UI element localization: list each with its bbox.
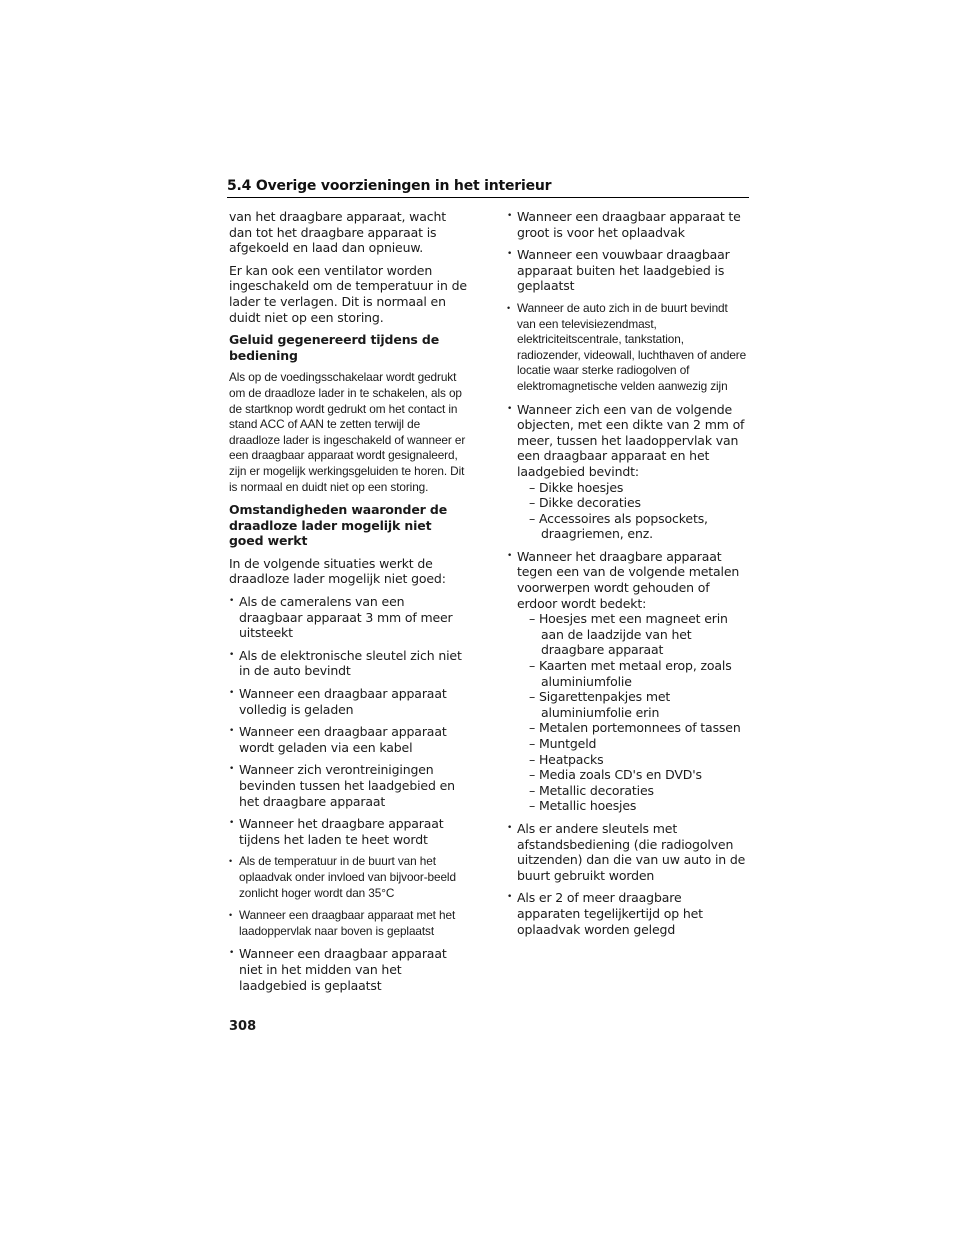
sub-list-item: – Muntgeld xyxy=(517,736,747,752)
paragraph-continuation: van het draagbare apparaat, wacht dan tot het draagbare apparaat is afgekoeld en laad dan opnieuw. xyxy=(229,209,447,256)
right-column xyxy=(507,209,747,944)
list-item xyxy=(507,549,747,814)
list-item: • Wanneer een draagbaar apparaat te groot is voor het oplaadvak xyxy=(507,209,747,240)
paragraph-sound: Als op de voedingsschakelaar wordt gedrukt om de draadloze lader in te schakelen, als op de startknop wordt gedrukt om het contact in stand ACC of AAN te zetten terwijl de draadloze lader is ingeschakeld of wanneer er een draagbaar apparaat wordt gesignaleerd, zijn er mogelijk werkingsgeluiden te horen. Dit is normaal en duidt niet op een storing. xyxy=(229,370,466,494)
list-item: • Wanneer een draagbaar apparaat met het laadoppervlak naar boven is geplaatst xyxy=(229,908,469,939)
section-title: 5.4 Overige voorzieningen in het interieur xyxy=(227,178,552,194)
list-item: • Als er 2 of meer draagbare apparaten tegelijkertijd op het oplaadvak worden gelegd xyxy=(507,890,747,937)
list-item: • Wanneer een draagbaar apparaat niet in het midden van het laadgebied is geplaatst xyxy=(229,946,469,993)
list-item: • Wanneer zich verontreinigingen bevinden tussen het laadgebied en het draagbare apparaat xyxy=(229,762,469,809)
conditions-list xyxy=(229,594,469,993)
list-item: • Als de elektronische sleutel zich niet in de auto bevindt xyxy=(229,648,469,679)
sub-list-item: – Metalen portemonnees of tassen xyxy=(517,720,747,736)
list-item-text: Wanneer het draagbare apparaat tegen een van de volgende metalen voorwerpen wordt gehouden of erdoor wordt bedekt: xyxy=(517,548,740,611)
sub-list-item: – Sigarettenpakjes met aluminiumfolie erin xyxy=(517,689,747,720)
sub-list-item: – Kaarten met metaal erop, zoals aluminiumfolie xyxy=(517,658,747,689)
left-column xyxy=(229,209,469,1000)
sub-list-item: – Media zoals CD's en DVD's xyxy=(517,767,747,783)
sub-list-item: – Metallic hoesjes xyxy=(517,798,747,814)
paragraph-ventilator: Er kan ook een ventilator worden ingeschakeld om de temperatuur in de lader te verlagen. Dit is normaal en duidt niet op een storing. xyxy=(229,262,467,325)
conditions-list-continued xyxy=(507,209,747,937)
paragraph-conditions-intro: In de volgende situaties werkt de draadloze lader mogelijk niet goed: xyxy=(229,555,446,587)
list-item: • Wanneer een vouwbaar draagbaar apparaat buiten het laadgebied is geplaatst xyxy=(507,247,747,294)
section-header xyxy=(227,178,749,198)
sub-list-item: – Heatpacks xyxy=(517,752,747,768)
page-number: 308 xyxy=(229,1019,257,1034)
sub-list xyxy=(517,480,747,542)
list-item: • Wanneer een draagbaar apparaat wordt geladen via een kabel xyxy=(229,724,469,755)
list-item-text: Wanneer zich een van de volgende objecten, met een dikte van 2 mm of meer, tussen het laadoppervlak van een draagbaar apparaat en het laadgebied bevindt: xyxy=(517,401,745,479)
sub-list-item: – Dikke decoraties xyxy=(517,495,747,511)
list-item: • Als de cameralens van een draagbaar apparaat 3 mm of meer uitsteekt xyxy=(229,594,469,641)
heading-sound: Geluid gegenereerd tijdens de bediening xyxy=(229,332,440,363)
sub-list-item: – Metallic decoraties xyxy=(517,783,747,799)
sub-list-item: – Hoesjes met een magneet erin aan de laadzijde van het draagbare apparaat xyxy=(517,611,747,658)
heading-conditions: Omstandigheden waaronder de draadloze lader mogelijk niet goed werkt xyxy=(229,502,448,549)
list-item xyxy=(507,402,747,542)
sub-list-item: – Accessoires als popsockets, draagriemen, enz. xyxy=(517,511,747,542)
sub-list-item: – Dikke hoesjes xyxy=(517,480,747,496)
list-item: • Wanneer het draagbare apparaat tijdens het laden te heet wordt xyxy=(229,816,469,847)
list-item: • Als er andere sleutels met afstandsbediening (die radiogolven uitzenden) dan die van uw auto in de buurt gebruikt worden xyxy=(507,821,747,883)
list-item: • Wanneer een draagbaar apparaat volledig is geladen xyxy=(229,686,469,717)
list-item: • Als de temperatuur in de buurt van het oplaadvak onder invloed van bijvoor-beeld zonlicht hoger wordt dan 35°C xyxy=(229,854,469,901)
list-item: • Wanneer de auto zich in de buurt bevindt van een televisiezendmast, elektriciteitscentrale, tankstation, radiozender, videowall, luchthaven of andere locatie waar sterke radiogolven of elektromagnetische velden aanwezig zijn xyxy=(507,301,747,395)
sub-list xyxy=(517,611,747,814)
